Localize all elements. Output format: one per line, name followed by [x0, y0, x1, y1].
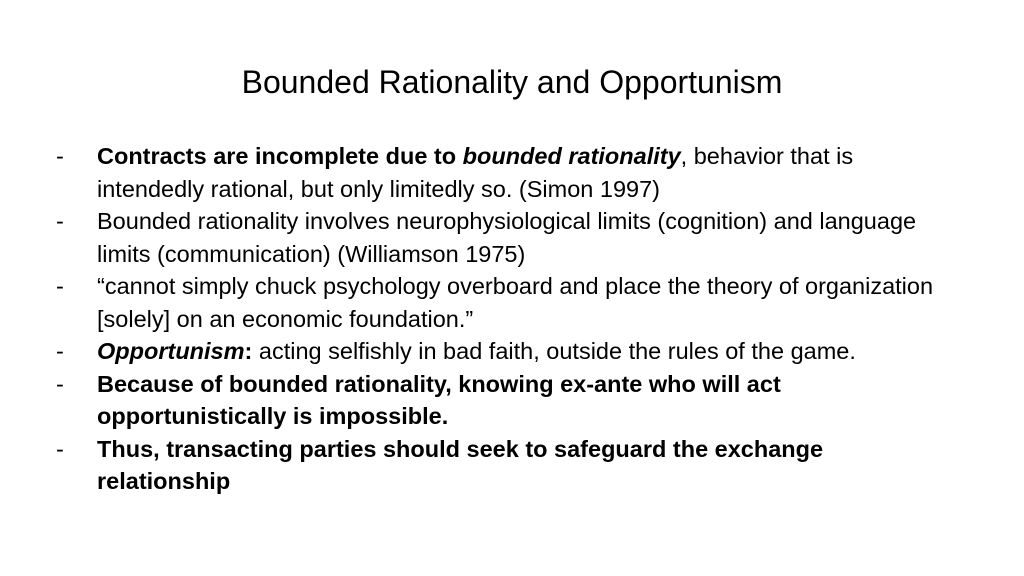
bullet-term-opportunism: Opportunism — [97, 338, 245, 364]
bullet-text: Bounded rationality involves neurophysiological limits (cognition) and language limits (communication) (Williamson 1975) — [97, 208, 917, 267]
bullet-item-opportunism — [56, 335, 956, 368]
bullet-bold-text: Because of bounded rationality, knowing ex-ante who will act opportunistically is impossible. — [97, 370, 781, 429]
bullet-text: , behavior that is intendedly rational, but only limitedly so. (Simon 1997) — [97, 143, 854, 202]
bullet-colon: : — [244, 338, 253, 364]
bullet-term-bounded-rationality: bounded rationality — [462, 143, 681, 169]
bullet-dash: - — [56, 273, 64, 299]
bullet-dash: - — [56, 208, 64, 234]
bullet-item-quote — [56, 270, 956, 335]
bullet-text: acting selfishly in bad faith, outside the rules of the game. — [252, 338, 856, 364]
bullet-lead-bold: Contracts are incomplete due to — [97, 143, 463, 169]
bullet-bold-text: Thus, transacting parties should seek to safeguard the exchange relationship — [97, 435, 824, 494]
bullet-dash: - — [56, 370, 64, 397]
bullet-item-contracts — [56, 140, 956, 205]
bullet-dash: - — [56, 435, 64, 462]
slide-title: Bounded Rationality and Opportunism — [241, 64, 783, 100]
bullet-dash: - — [56, 338, 64, 364]
bullet-item-safeguard — [56, 433, 956, 498]
bullet-list — [56, 140, 956, 498]
bullet-item-neurophysiological — [56, 205, 956, 270]
bullet-dash: - — [56, 143, 64, 169]
bullet-item-ex-ante — [56, 368, 956, 433]
bullet-text: “cannot simply chuck psychology overboard and place the theory of organization [solely] on an economic foundation.” — [97, 273, 934, 332]
